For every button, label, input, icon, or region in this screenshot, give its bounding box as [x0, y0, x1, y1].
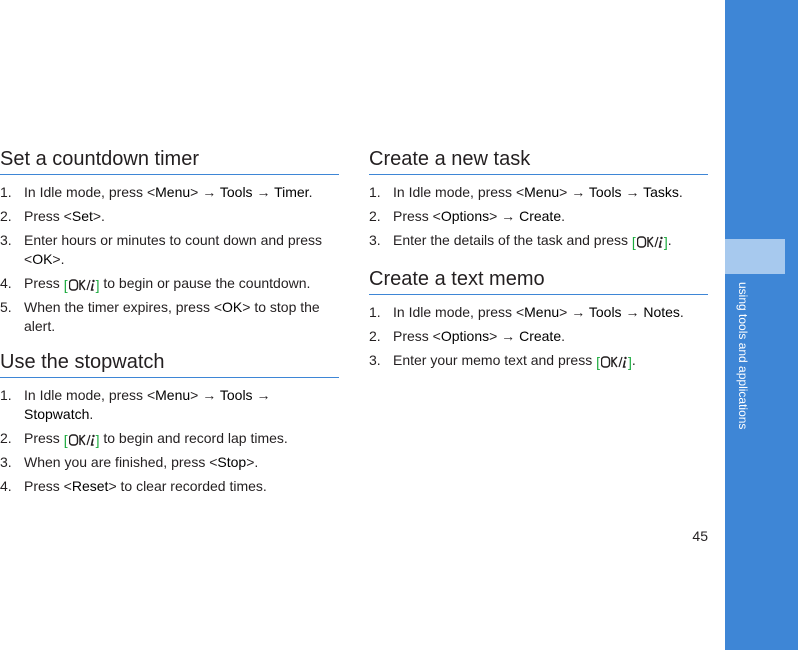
- ok-info-key-icon: [ ]: [596, 354, 632, 370]
- list-item: 1. In Idle mode, press <Menu> → Tools → Timer.: [0, 184, 313, 200]
- list-item: 4. Press <Reset> to clear recorded times.: [0, 478, 267, 494]
- section-title: Set a countdown timer: [0, 147, 339, 175]
- ok-info-key-icon: [ ]: [63, 277, 100, 293]
- step-list: [0, 386, 339, 496]
- list-item: 3. When you are finished, press <Stop>.: [0, 454, 259, 470]
- ok-info-key-icon: [ ]: [631, 234, 668, 250]
- list-item: 2. Press <Options> → Create.: [369, 328, 565, 344]
- list-item: 5. When the timer expires, press <OK> to stop the alert.: [0, 299, 320, 334]
- list-item: 1. In Idle mode, press <Menu> → Tools → Stopwatch.: [0, 387, 271, 422]
- step-list: [369, 183, 708, 250]
- list-item: 2. Press [ ] to begin and record lap times.: [0, 430, 288, 448]
- list-item: 3. Enter hours or minutes to count down and press <OK>.: [0, 232, 323, 267]
- section-stopwatch: [0, 350, 339, 496]
- list-item: 1. In Idle mode, press <Menu> → Tools → Tasks.: [369, 184, 683, 200]
- page-number: 45: [692, 528, 708, 544]
- list-item: 4. Press [ ] to begin or pause the countdown.: [0, 275, 311, 293]
- list-item: 3. Enter the details of the task and press [ ].: [369, 232, 672, 250]
- section-countdown-timer: [0, 147, 339, 336]
- step-list: [0, 183, 339, 336]
- list-item: 1. In Idle mode, press <Menu> → Tools → Notes.: [369, 304, 684, 320]
- section-new-task: [369, 147, 708, 250]
- section-title: Create a text memo: [369, 267, 708, 295]
- step-list: [369, 303, 708, 370]
- chapter-label: using tools and applications: [736, 282, 750, 430]
- section-text-memo: [369, 267, 708, 370]
- list-item: 2. Press <Options> → Create.: [369, 208, 565, 224]
- list-item: 3. Enter your memo text and press [ ].: [369, 352, 636, 370]
- section-title: Use the stopwatch: [0, 350, 339, 378]
- sidebar-chapter-tab: [725, 239, 785, 274]
- ok-info-key-icon: [ ]: [63, 432, 100, 448]
- list-item: 2. Press <Set>.: [0, 208, 105, 224]
- section-title: Create a new task: [369, 147, 708, 175]
